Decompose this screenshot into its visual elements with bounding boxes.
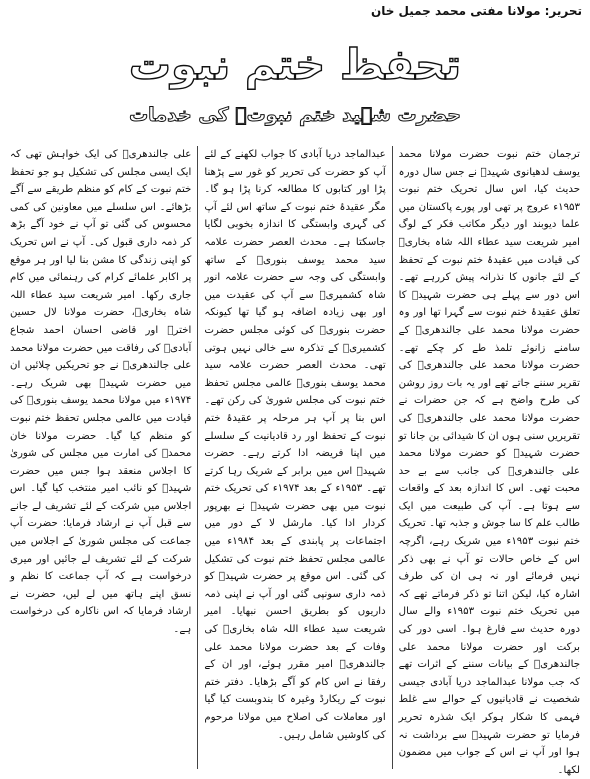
article-columns (4, 146, 586, 776)
author-byline: تحریر: مولانا مفتی محمد جمیل خان (370, 4, 582, 18)
subtitle: حضرت شہید ختم نبوتؐ کی خدمات (129, 104, 461, 126)
column-text: ترجمان ختم نبوت حضرت مولانا محمد یوسف لدھیانوی شہیدؒ نے جس سال دورہ حدیث کیا، اس سال تحریک ختم نبوت ۱۹۵۳ء عروج پر تھی اور پورے پاکستان میں علما دیوبند اور دیگر مکاتب فکر کے لوگ امیر شریعت سید عطاء اللہ شاہ بخاریؒ کی قیادت میں عقیدۂ ختم نبوت کے تحفظ کے لئے جانوں کا نذرانہ پیش کررہے تھے۔ اس دور سے پہلے ہی حضرت شہیدؒ کا تعلق عقیدۂ ختم نبوت سے گہرا تھا اور وہ حضرت مولانا محمد علی جالندھریؒ کے سامنے زانوئے تلمذ طے کر چکے تھے۔ حضرت مولانا محمد علی جالندھریؒ کی تقریر سننے جاتے تھے اور یہ بات روز روشن کی طرح واضح ہے کہ جن حضرات نے حضرت مولانا محمد علی جالندھریؒ کی تقریریں سنی ہوں ان کا شیدائی بن جانا تو حضرت شہیدؒ کو حضرت مولانا محمد علی جالندھریؒ کی جانب سے بے حد محبت تھی۔ اس کا اندازہ بعد کے واقعات سے ہوتا ہے۔ آپ کی طبیعت میں ایک طالب علم کا سا جوش و جذبہ تھا۔ تحریک ختم نبوت ۱۹۵۳ء میں شریک رہے، اگرچہ اس کے خاص حالات تو آپ نے بھی ذکر نہیں فرمائے اور نہ ہی ان کی طرف اشارہ کیا، لیکن اتنا تو ذکر فرماتے تھے کہ میں تحریک ختم نبوت ۱۹۵۳ء والے سال دورہ حدیث سے فارغ ہوا۔ اسی دور کی برکت اور حضرت مولانا محمد علی جالندھریؒ کے بیانات سننے کے اثرات تھے کہ جب مولانا عبدالماجد دریا آبادی جیسی شخصیت نے قادیانیوں کے حوالے سے غلط فہمی کا شکار ہوکر ایک شذرہ تحریر فرمایا تو حضرت شہیدؒ سے برداشت نہ ہوا اور آپ نے اس کے جواب میں مضمون لکھا۔ (398, 149, 581, 776)
main-title: تحفظ ختم نبوت (128, 40, 462, 89)
column-right (393, 146, 586, 776)
column-left (4, 146, 198, 769)
column-middle (198, 146, 392, 769)
column-text: عبدالماجد دریا آبادی کا جواب لکھنے کے لئے آپ کو حضرت کی تحریر کو غور سے پڑھنا پڑا اور کتابوں کا مطالعہ کرنا پڑا ہو گا۔ مگر عقیدۂ ختم نبوت کے ساتھ اس لئے آپ کی گہری وابستگی کا اندازہ بخوبی لگایا جاسکتا ہے۔ محدث العصر حضرت علامہ سید محمد یوسف بنوریؒ کے ساتھ وابستگی کی وجہ سے حضرت علامہ انور شاہ کشمیریؒ سے آپ کی عقیدت میں اور بھی زیادہ اضافہ ہو گیا تھا کیونکہ حضرت بنوریؒ کی کوئی مجلس حضرت کشمیریؒ کے تذکرہ سے خالی نہیں ہوتی تھی۔ محدث العصر حضرت علامہ سید محمد یوسف بنوریؒ عالمی مجلس تحفظ ختم نبوت کی مجلس شوریٰ کی رکن تھے۔ اس بنا پر آپ ہر مرحلہ پر عقیدۂ ختم نبوت کے تحفظ اور رد قادیانیت کے سلسلے میں اپنا فریضہ ادا کرتے رہے۔ حضرت شہیدؒ اس میں برابر کے شریک رہا کرتے تھے۔ ۱۹۵۳ء کے بعد ۱۹۷۴ء کی تحریک ختم نبوت میں بھی حضرت شہیدؒ نے بھرپور کردار ادا کیا۔ مارشل لا کے دور میں اجتماعات پر پابندی کے بعد ۱۹۸۴ء میں عالمی مجلس تحفظ ختم نبوت کی تشکیل کی گئی۔ اس موقع پر حضرت شہیدؒ کو ذمہ داری سونپی گئی اور آپ نے اپنی ذمہ داریوں کو بطریق احسن نبھایا۔ امیر شریعت سید عطاء اللہ شاہ بخاریؒ کی وفات کے بعد حضرت مولانا محمد علی جالندھریؒ امیر مقرر ہوئے، اور ان کے رفقا نے اس کام کو آگے بڑھایا۔ دفتر ختم نبوت کے ریکارڈ وغیرہ کا بندوبست کیا گیا اور معاملات کی اصلاح میں مولانا مرحوم کی کاوشیں شامل رہیں۔ (204, 149, 386, 741)
title-block (0, 40, 590, 89)
column-text: علی جالندھریؒ کی ایک خواہش تھی کہ ایک ایسی مجلس کی تشکیل ہو جو تحفظ ختم نبوت کے کام کو منظم طریقے سے آگے بڑھائے۔ اس سلسلے میں معاونین کی کمی محسوس کی گئی تو آپ نے خود آگے بڑھ کر ذمہ داری قبول کی۔ آپ نے اس تحریک کو اپنی زندگی کا مشن بنا لیا اور ہر موقع پر اکابر علمائے کرام کی رہنمائی میں کام جاری رکھا۔ امیر شریعت سید عطاء اللہ شاہ بخاریؒ، حضرت مولانا لال حسین اخترؒ اور قاضی احسان احمد شجاع آبادیؒ کی رفاقت میں حضرت مولانا محمد علی جالندھریؒ نے جو تحریکیں چلائیں ان میں حضرت شہیدؒ بھی شریک رہے۔ ۱۹۷۴ء میں مولانا محمد یوسف بنوریؒ کی قیادت میں عالمی مجلس تحفظ ختم نبوت کو منظم کیا گیا۔ حضرت مولانا خان محمدؒ کی امارت میں مجلس کی شوریٰ کا اجلاس منعقد ہوا جس میں حضرت شہیدؒ کو نائب امیر منتخب کیا گیا۔ اس اجلاس میں شرکت کے لئے تشریف لے جانے سے قبل آپ نے ارشاد فرمایا: حضرت آپ جماعت کی مجلس شوریٰ کے اجلاس میں شرکت کے لئے تشریف لے جائیں اور میری درخواست ہے کہ آپ جماعت کا نظم و نسق اپنے ہاتھ میں لے لیں، حضرت نے ارشاد فرمایا کہ اس ناکارہ کی درخواست ہے۔ (10, 149, 192, 636)
